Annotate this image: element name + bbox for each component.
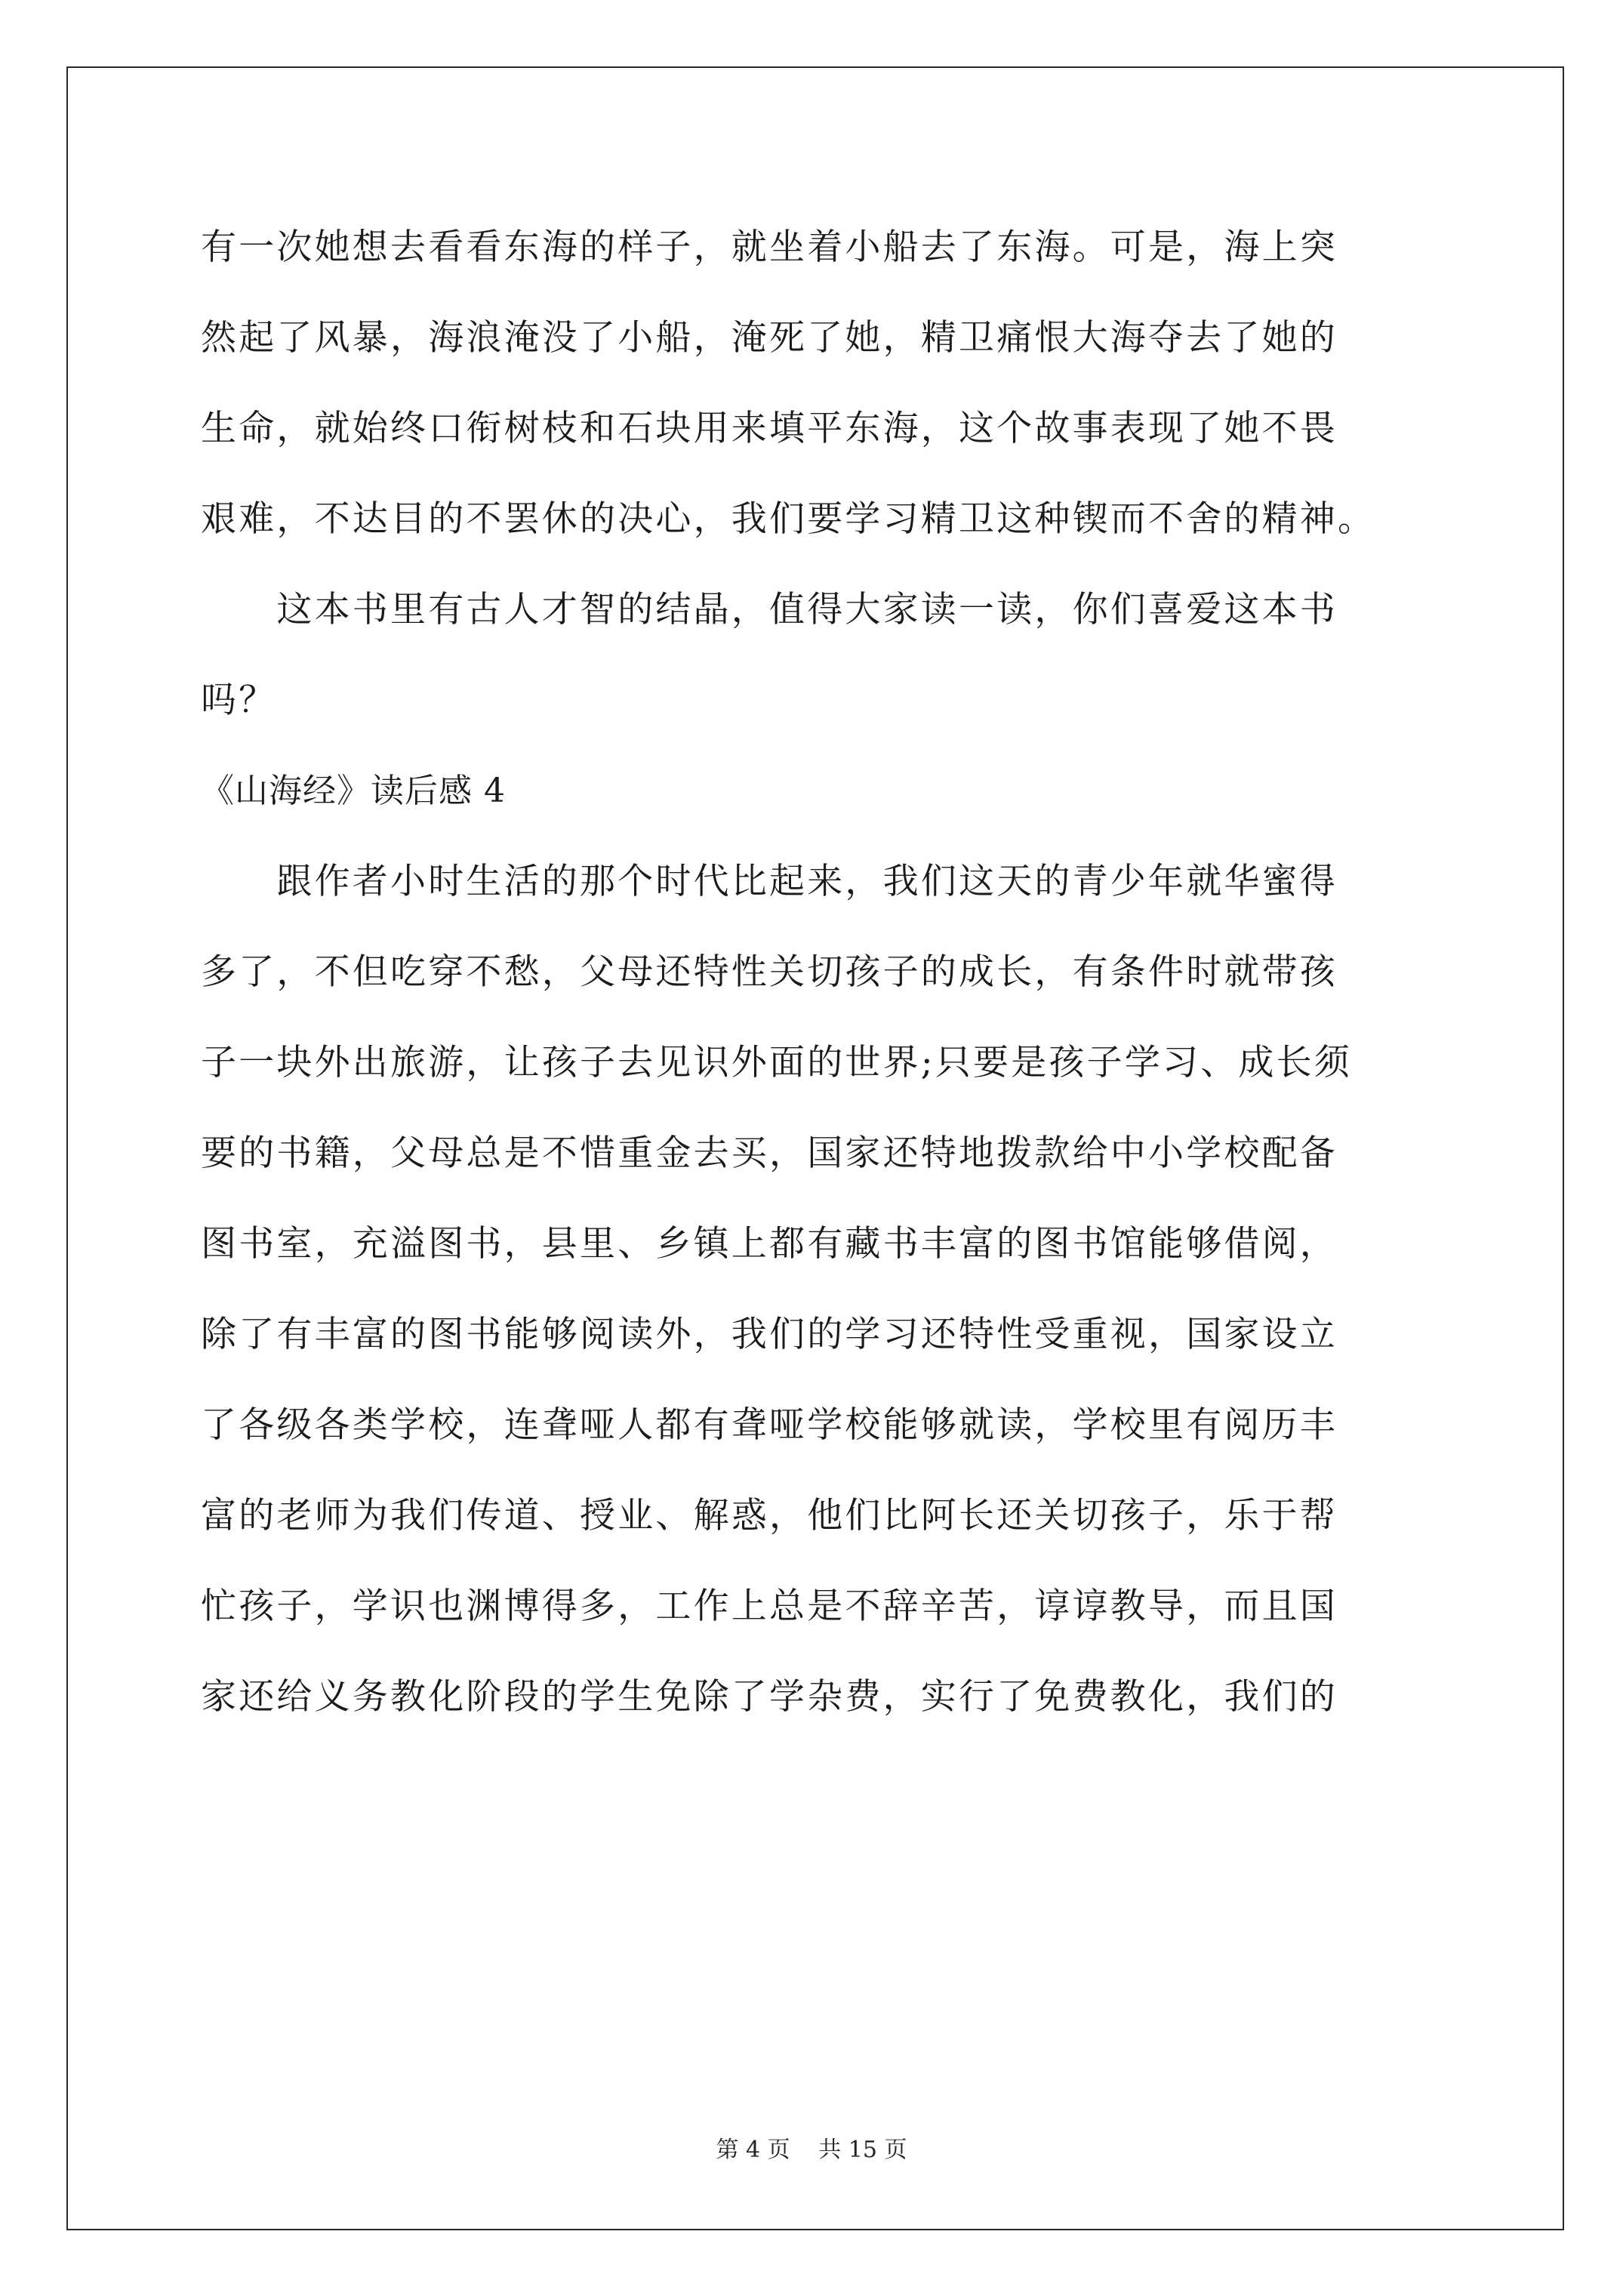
section-heading: 《山海经》读后感 4	[201, 772, 506, 810]
paragraph-line: 这本书里有古人才智的结晶，值得大家读一读，你们喜爱这本书	[201, 589, 1338, 630]
page-number: 第 4 页	[716, 2137, 790, 2163]
paragraph-line: 除了有丰富的图书能够阅读外，我们的学习还特性受重视，国家设立	[201, 1314, 1338, 1355]
paragraph-line: 艰难，不达目的不罢休的决心，我们要学习精卫这种锲而不舍的精神。	[201, 498, 1376, 540]
paragraph-line: 富的老师为我们传道、授业、解惑，他们比阿长还关切孩子，乐于帮	[201, 1495, 1338, 1536]
paragraph-line: 多了，不但吃穿不愁，父母还特性关切孩子的成长，有条件时就带孩	[201, 951, 1338, 993]
paragraph-line: 子一块外出旅游，让孩子去见识外面的世界;只要是孩子学习、成长须	[201, 1042, 1353, 1083]
paragraph-line: 然起了风暴，海浪淹没了小船，淹死了她，精卫痛恨大海夺去了她的	[201, 317, 1338, 359]
paragraph-line: 要的书籍，父母总是不惜重金去买，国家还特地拨款给中小学校配备	[201, 1133, 1338, 1174]
paragraph-line: 了各级各类学校，连聋哑人都有聋哑学校能够就读，学校里有阅历丰	[201, 1404, 1338, 1446]
page-footer	[0, 2135, 1623, 2165]
paragraph-line: 有一次她想去看看东海的样子，就坐着小船去了东海。可是，海上突	[201, 227, 1338, 268]
paragraph-line: 图书室，充溢图书，县里、乡镇上都有藏书丰富的图书馆能够借阅，	[201, 1223, 1338, 1265]
paragraph-line: 生命，就始终口衔树枝和石块用来填平东海，这个故事表现了她不畏	[201, 408, 1338, 449]
paragraph-line: 家还给义务教化阶段的学生免除了学杂费，实行了免费教化，我们的	[201, 1676, 1338, 1718]
paragraph-line: 忙孩子，学识也渊博得多，工作上总是不辞辛苦，谆谆教导，而且国	[201, 1586, 1338, 1627]
page-total: 共 15 页	[818, 2137, 907, 2163]
paragraph-line: 吗？	[201, 680, 277, 721]
paragraph-line: 跟作者小时生活的那个时代比起来，我们这天的青少年就华蜜得	[201, 861, 1338, 902]
